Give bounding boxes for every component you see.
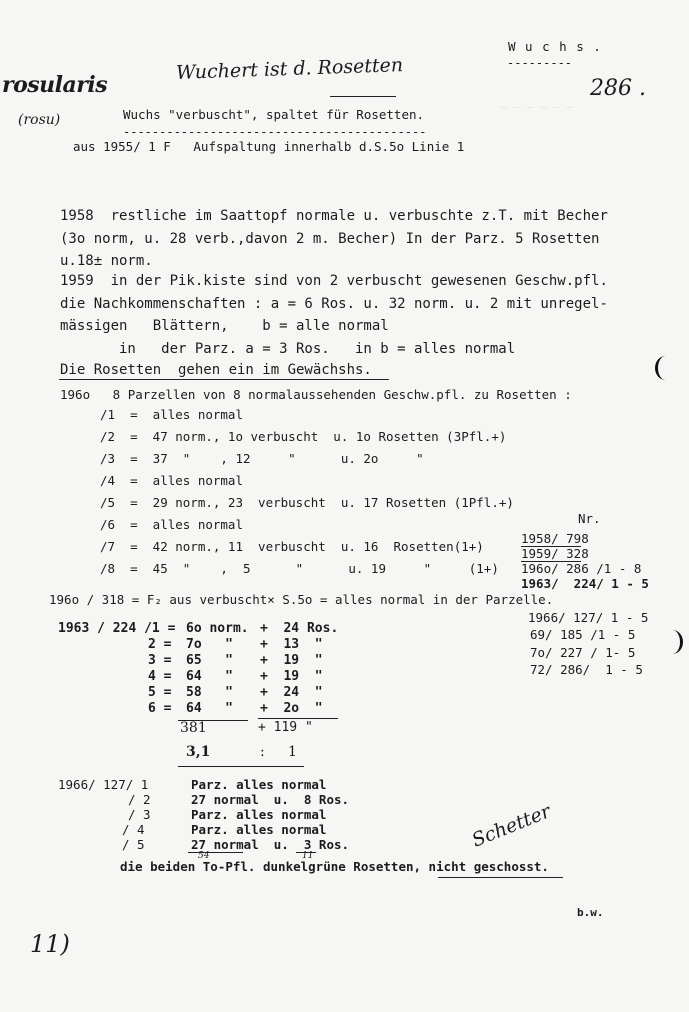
parzelle-row: /2 = 47 norm., 1o verbuscht u. 1o Rosetten (3Pfl.+) [100,429,507,444]
total-norm: 381 [180,720,207,736]
text-line: u.18± norm. [60,253,153,269]
row-text: Parz. alles normal [191,777,327,792]
nr-item: 1959/ 328 [521,546,589,561]
parzelle-row: /7 = 42 norm., 11 verbuscht u. 16 Rosetten(1+) [100,539,484,554]
row-text: Parz. alles normal [191,822,327,837]
row-norm: 6o norm. [186,621,249,636]
note-underline [59,379,389,380]
row-text: 27 normal u. 3 Ros. [191,837,350,852]
row-ros: + 24 Ros. [260,621,339,636]
section-rule: --------- [507,56,573,70]
closing-line: die beiden To-Pfl. dunkelgrüne Rosetten, nicht geschosst. [120,859,549,874]
page-title: Wuchs "verbuscht", spaltet für Rosetten. [123,107,425,122]
row-ros: + 13 " [260,637,323,652]
text-line: (3o norm, u. 28 verb.,davon 2 m. Becher) In der Parz. 5 Rosetten [60,231,600,247]
parzelle-row: /8 = 45 " , 5 " u. 19 " (1+) [100,561,499,576]
row-ros: + 2o " [260,701,323,716]
underlined-note: Die Rosetten gehen ein im Gewächshs. [60,362,372,378]
ratio-left: 3,1 [186,744,211,760]
signature: Schetter [468,800,554,852]
parzelle-row: /6 = alles normal [100,517,243,532]
binder-hole-mark [662,630,683,654]
parzelle-row: /4 = alles normal [100,473,243,488]
row-id: / 3 [128,807,151,822]
ratio-rule [178,766,304,767]
sum-rule-right [258,718,338,719]
nr-item: 1958/ 798 [521,531,589,546]
annotation-11: 11 [302,851,314,861]
text-line: 1958 restliche im Saattopf normale u. verbuschte z.T. mit Becher [60,208,608,224]
row-id: / 5 [122,837,145,852]
nr-label: Nr. [578,511,601,526]
heading-underline [330,96,396,97]
nr-item: 1966/ 127/ 1 - 5 [528,610,649,625]
row-number: 6 = [148,701,172,716]
ratio-right: 1 [288,744,297,760]
section-label: W u c h s . [508,39,602,54]
block-1963-prefix: 1963 / 224 /1 = [58,621,176,636]
row-ros: + 19 " [260,669,323,684]
row-number: 2 = [148,637,172,652]
folio-number: 11) [30,930,70,958]
ratio-sep: : [260,744,265,760]
species-note: (rosu) [18,112,61,128]
row-ros: + 19 " [260,653,323,668]
row-id: / 4 [122,822,145,837]
text-line: die Nachkommenschaften : a = 6 Ros. u. 32 norm. u. 2 mit unregel- [60,296,608,312]
parzelle-row: /3 = 37 " , 12 " u. 2o " [100,451,424,466]
row-norm: 64 " [186,669,233,684]
row-norm: 7o " [186,637,233,652]
page-number: 286 . [590,76,646,101]
species-handwritten: rosularis [2,72,108,98]
bleed-through-ghost: — — — — — — [500,100,573,113]
parzelle-row: /5 = 29 norm., 23 verbuscht u. 17 Rosetten (1Pfl.+) [100,495,514,510]
row-text: Parz. alles normal [191,807,327,822]
title-rule: ------------------------------------------ [123,125,427,139]
row-text: 27 normal u. 8 Ros. [191,792,350,807]
binder-hole-mark [655,356,676,380]
nr-item: 1963/ 224/ 1 - 5 [521,576,649,591]
row-ros: + 24 " [260,685,323,700]
row-id: 1966/ 127/ 1 [58,777,149,792]
nr-item: 196o/ 286 /1 - 8 [521,561,642,576]
text-line: 1959 in der Pik.kiste sind von 2 verbuscht gewesenen Geschw.pfl. [60,273,608,289]
f2-line: 196o / 318 = F₂ aus verbuscht× S.5o = alles normal in der Parzelle. [49,592,554,607]
row-norm: 65 " [186,653,233,668]
origin-line: aus 1955/ 1 F Aufspaltung innerhalb d.S.5o Linie 1 [73,139,465,154]
annotation-54: 54 [198,851,210,861]
block-1960-intro: 196o 8 Parzellen von 8 normalaussehenden Geschw.pfl. zu Rosetten : [60,387,572,402]
nr-item: 7o/ 227 / 1- 5 [530,645,636,660]
nr-item: 69/ 185 /1 - 5 [530,627,636,642]
row-underline [188,852,243,853]
text-line: mässigen Blättern, b = alle normal [60,318,389,334]
row-id: / 2 [128,792,151,807]
row-number: 3 = [148,653,172,668]
handwritten-heading: Wuchert ist d. Rosetten [175,54,404,84]
row-number: 4 = [148,669,172,684]
closing-underline [438,877,563,878]
text-line: in der Parz. a = 3 Ros. in b = alles normal [60,341,516,357]
total-ros: + 119 " [258,720,313,735]
nr-item: 72/ 286/ 1 - 5 [530,662,643,677]
row-norm: 58 " [186,685,233,700]
parzelle-row: /1 = alles normal [100,407,243,422]
row-number: 5 = [148,685,172,700]
footer-bw: b.w. [577,906,604,919]
row-norm: 64 " [186,701,233,716]
